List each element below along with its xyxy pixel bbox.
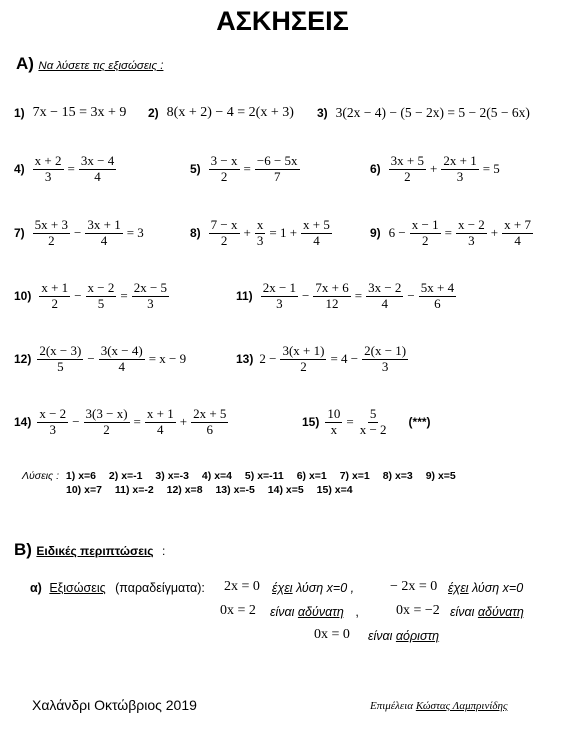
equation-number: 12) bbox=[14, 352, 32, 367]
fraction: $\frac{3(3 - x)}{2}$ bbox=[85, 406, 128, 437]
equation-number: 9) bbox=[370, 226, 381, 241]
fraction: $\frac{7 - x}{2}$ bbox=[210, 217, 238, 248]
section-b-label: Ειδικές περιπτώσεις bbox=[36, 544, 154, 558]
footer-location-date: Χαλάνδρι Οκτώβριος 2019 bbox=[32, 697, 197, 713]
equation-5: 5) $\frac{3 - x}{2}$ = $\frac{-6 - 5x}{7}$ bbox=[190, 153, 298, 184]
equation-14: 14) $\frac{x - 2}{3}$ − $\frac{3(3 - x)}{2}$ = $\frac{x + 1}{4}$ + $\frac{2x + 5}{6}$ bbox=[14, 406, 227, 437]
fraction: $\frac{3 - x}{2}$ bbox=[210, 153, 238, 184]
fraction: $\frac{2(x - 1)}{3}$ bbox=[364, 343, 407, 374]
equation-text: 3(2x − 4) − (5 − 2x) = 5 − 2(5 − 6x) bbox=[335, 105, 530, 120]
fraction: $\frac{2x - 1}{3}$ bbox=[262, 280, 297, 311]
solutions-row-1: Λύσεις : 1) x=6 2) x=-1 3) x=-3 4) x=4 5) x=-11 6) x=1 7) x=1 8) x=3 9) x=5 bbox=[22, 470, 456, 482]
fraction: $\frac{3x + 1}{4}$ bbox=[87, 217, 121, 248]
equation-6: 6) $\frac{3x + 5}{2}$ + $\frac{2x + 1}{3}$ = 5 bbox=[370, 153, 500, 184]
fraction: $\frac{x + 5}{4}$ bbox=[303, 217, 330, 248]
equation-11: 11) $\frac{2x - 1}{3}$ − $\frac{7x + 6}{12}$ = $\frac{3x - 2}{4}$ − $\frac{5x + 4}{6}$ bbox=[236, 280, 455, 311]
fraction: $\frac{2(x - 3)}{5}$ bbox=[39, 343, 82, 374]
fraction: $\frac{x}{3}$ bbox=[256, 217, 264, 248]
section-a-letter: Α) bbox=[16, 54, 34, 73]
page-title: ΑΣΚΗΣΕΙΣ bbox=[216, 6, 349, 36]
equation-1 bbox=[14, 105, 126, 121]
fraction: $\frac{2x + 1}{3}$ bbox=[443, 153, 477, 184]
fraction: $\frac{x + 1}{2}$ bbox=[41, 280, 69, 311]
fraction: $\frac{3(x + 1)}{2}$ bbox=[282, 343, 325, 374]
section-b-letter: Β) bbox=[14, 540, 32, 559]
equation-number: 2) bbox=[148, 106, 159, 120]
item-title: Εξισώσεις bbox=[49, 581, 106, 595]
fraction: $\frac{5}{x - 2}$ bbox=[359, 406, 387, 437]
equation-number: 13) bbox=[236, 352, 254, 367]
example-description: έχει λύση x=0 bbox=[448, 581, 524, 595]
fraction: $\frac{5x + 3}{2}$ bbox=[34, 217, 69, 248]
solutions-label: Λύσεις : bbox=[22, 470, 59, 482]
equation-15: 15) $\frac{10}{x}$ = $\frac{5}{x - 2}$ (***) bbox=[302, 406, 431, 437]
item-label: α) bbox=[30, 581, 42, 595]
fraction: $\frac{x + 7}{4}$ bbox=[504, 217, 531, 248]
fraction: $\frac{2x + 5}{6}$ bbox=[193, 406, 227, 437]
fraction: $\frac{2x - 5}{3}$ bbox=[133, 280, 168, 311]
section-b-heading bbox=[14, 540, 165, 560]
fraction: $\frac{x + 2}{3}$ bbox=[34, 153, 62, 184]
equation-13: 13) 2 − $\frac{3(x + 1)}{2}$ = 4 − $\frac{2(x - 1)}{3}$ bbox=[236, 343, 407, 374]
equation-number: 6) bbox=[370, 162, 381, 177]
fraction: $\frac{3x - 2}{4}$ bbox=[368, 280, 402, 311]
example-equation: 2x = 0 bbox=[224, 579, 260, 594]
item-subtitle: (παραδείγματα): bbox=[115, 581, 205, 595]
fraction: $\frac{10}{x}$ bbox=[327, 406, 341, 437]
footer-author: Επιμέλεια Κώστας Λαμπρινίδης bbox=[370, 700, 508, 712]
equation-number: 8) bbox=[190, 226, 201, 241]
special-row-1 bbox=[30, 581, 205, 595]
equation-number: 11) bbox=[236, 289, 253, 304]
equation-number: 5) bbox=[190, 162, 201, 177]
equation-9: 9) 6 − $\frac{x - 1}{2}$ = $\frac{x - 2}{3}$ + $\frac{x + 7}{4}$ bbox=[370, 217, 531, 248]
example-description: είναι αδύνατη bbox=[450, 605, 524, 619]
fraction: $\frac{x - 2}{5}$ bbox=[87, 280, 115, 311]
fraction: $\frac{x - 2}{3}$ bbox=[457, 217, 485, 248]
fraction: $\frac{x - 1}{2}$ bbox=[411, 217, 439, 248]
equation-number: 10) bbox=[14, 289, 32, 304]
equation-text: 7x − 15 = 3x + 9 bbox=[32, 105, 127, 120]
equation-text: 8(x + 2) − 4 = 2(x + 3) bbox=[166, 105, 294, 120]
equation-2 bbox=[148, 105, 294, 121]
solutions-row-2: 10) x=7 11) x=-2 12) x=8 13) x=-5 14) x=5 15) x=4 bbox=[66, 484, 353, 496]
example-equation: − 2x = 0 bbox=[390, 579, 438, 594]
example-description: είναι αδύνατη , bbox=[270, 605, 359, 619]
section-a-heading bbox=[16, 54, 163, 74]
fraction: $\frac{3(x - 4)}{4}$ bbox=[100, 343, 143, 374]
equation-number: 4) bbox=[14, 162, 25, 177]
example-equation: 0x = 2 bbox=[220, 603, 256, 618]
equation-7: 7) $\frac{5x + 3}{2}$ − $\frac{3x + 1}{4}$ = 3 bbox=[14, 217, 144, 248]
equation-12: 12) $\frac{2(x - 3)}{5}$ − $\frac{3(x - 4)}{4}$ = x − 9 bbox=[14, 343, 187, 374]
fraction: $\frac{3x - 4}{4}$ bbox=[80, 153, 115, 184]
example-equation: 0x = 0 bbox=[314, 627, 350, 642]
fraction: $\frac{5x + 4}{6}$ bbox=[420, 280, 455, 311]
fraction: $\frac{3x + 5}{2}$ bbox=[390, 153, 425, 184]
example-description: είναι αόριστη bbox=[368, 629, 440, 643]
equation-3 bbox=[317, 105, 530, 121]
fraction: $\frac{x + 1}{4}$ bbox=[146, 406, 174, 437]
fraction: $\frac{x - 2}{3}$ bbox=[39, 406, 67, 437]
equation-10: 10) $\frac{x + 1}{2}$ − $\frac{x - 2}{5}$ = $\frac{2x - 5}{3}$ bbox=[14, 280, 168, 311]
fraction: $\frac{-6 - 5x}{7}$ bbox=[256, 153, 298, 184]
equation-number: 3) bbox=[317, 106, 328, 120]
example-description: έχει λύση x=0 , bbox=[272, 581, 355, 595]
section-b-colon: : bbox=[161, 544, 166, 558]
difficulty-note: (***) bbox=[408, 415, 431, 430]
equation-4: 4) $\frac{x + 2}{3}$ = $\frac{3x - 4}{4}$ bbox=[14, 153, 115, 184]
equation-number: 15) bbox=[302, 415, 320, 430]
equation-number: 14) bbox=[14, 415, 32, 430]
equation-number: 1) bbox=[14, 106, 25, 120]
example-equation: 0x = −2 bbox=[396, 603, 440, 618]
fraction: $\frac{7x + 6}{12}$ bbox=[315, 280, 349, 311]
equation-number: 7) bbox=[14, 226, 25, 241]
section-a-label: Να λύσετε τις εξισώσεις : bbox=[38, 60, 164, 72]
equation-8: 8) $\frac{7 - x}{2}$ + $\frac{x}{3}$ = 1 + $\frac{x + 5}{4}$ bbox=[190, 217, 330, 248]
